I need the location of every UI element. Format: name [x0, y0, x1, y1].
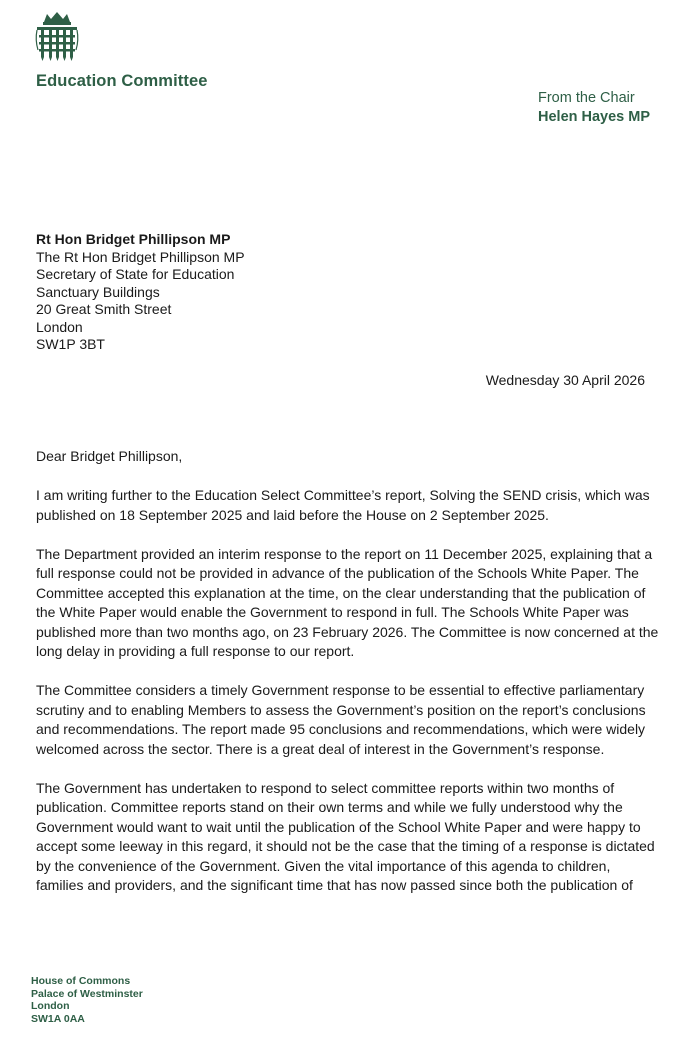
recipient-name: Rt Hon Bridget Phillipson MP	[36, 231, 231, 247]
from-block	[538, 89, 650, 127]
paragraph: The Committee considers a timely Government response to be essential to effective parliamentary scrutiny and to enabling Members to assess the Government’s position on the report’s conclusions and recommendations. The report made 95 conclusions and recommendations, which were widely welcomed across the sector. There is a great deal of interest in the Government’s response.	[36, 682, 646, 757]
footer-line: Palace of Westminster	[31, 987, 143, 1000]
footer-line: SW1A 0AA	[31, 1012, 85, 1025]
portcullis-icon	[34, 10, 80, 62]
recipient-line: Sanctuary Buildings	[36, 283, 160, 300]
footer-address	[31, 975, 143, 1025]
from-line: From the Chair	[538, 90, 635, 106]
letter-body	[36, 447, 660, 915]
recipient-address	[36, 231, 245, 354]
footer-line: House of Commons	[31, 975, 131, 987]
recipient-line: 20 Great Smith Street	[36, 301, 172, 317]
paragraph: I am writing further to the Education Select Committee’s report, Solving the SEND crisis, which was published on 18 September 2025 and laid before the House on 2 September 2025.	[36, 487, 650, 523]
paragraph: The Department provided an interim response to the report on 11 December 2025, explaining that a full response could not be provided in advance of the publication of the Schools White Paper. The Committee accepted this explanation at the time, on the clear understanding that the publication of the White Paper would enable the Government to respond in full. The Schools White Paper was published more than two months ago, on 23 February 2026. The Committee is now concerned at the long delay in providing a full response to our report.	[36, 545, 659, 659]
recipient-line: London	[36, 318, 83, 335]
paragraph: The Government has undertaken to respond to select committee reports within two months of publication. Committee reports stand on their own terms and while we fully understood why the Government would want to wait until the publication of the School White Paper and were happy to accept some leeway in this regard, it should not be the case that the timing of a response is dictated by the convenience of the Government. Given the vital importance of this agenda to children, families and providers, and the significant time that has now passed since both the publication of	[36, 779, 655, 893]
letter-date: Wednesday 30 April 2026	[485, 372, 645, 388]
recipient-line: SW1P 3BT	[36, 336, 105, 352]
footer-line: London	[31, 1000, 70, 1012]
recipient-line: Secretary of State for Education	[36, 266, 235, 282]
chair-name: Helen Hayes MP	[538, 109, 651, 125]
recipient-line: The Rt Hon Bridget Phillipson MP	[36, 248, 245, 265]
salutation: Dear Bridget Phillipson,	[36, 448, 183, 464]
committee-name: Education Committee	[36, 72, 208, 90]
